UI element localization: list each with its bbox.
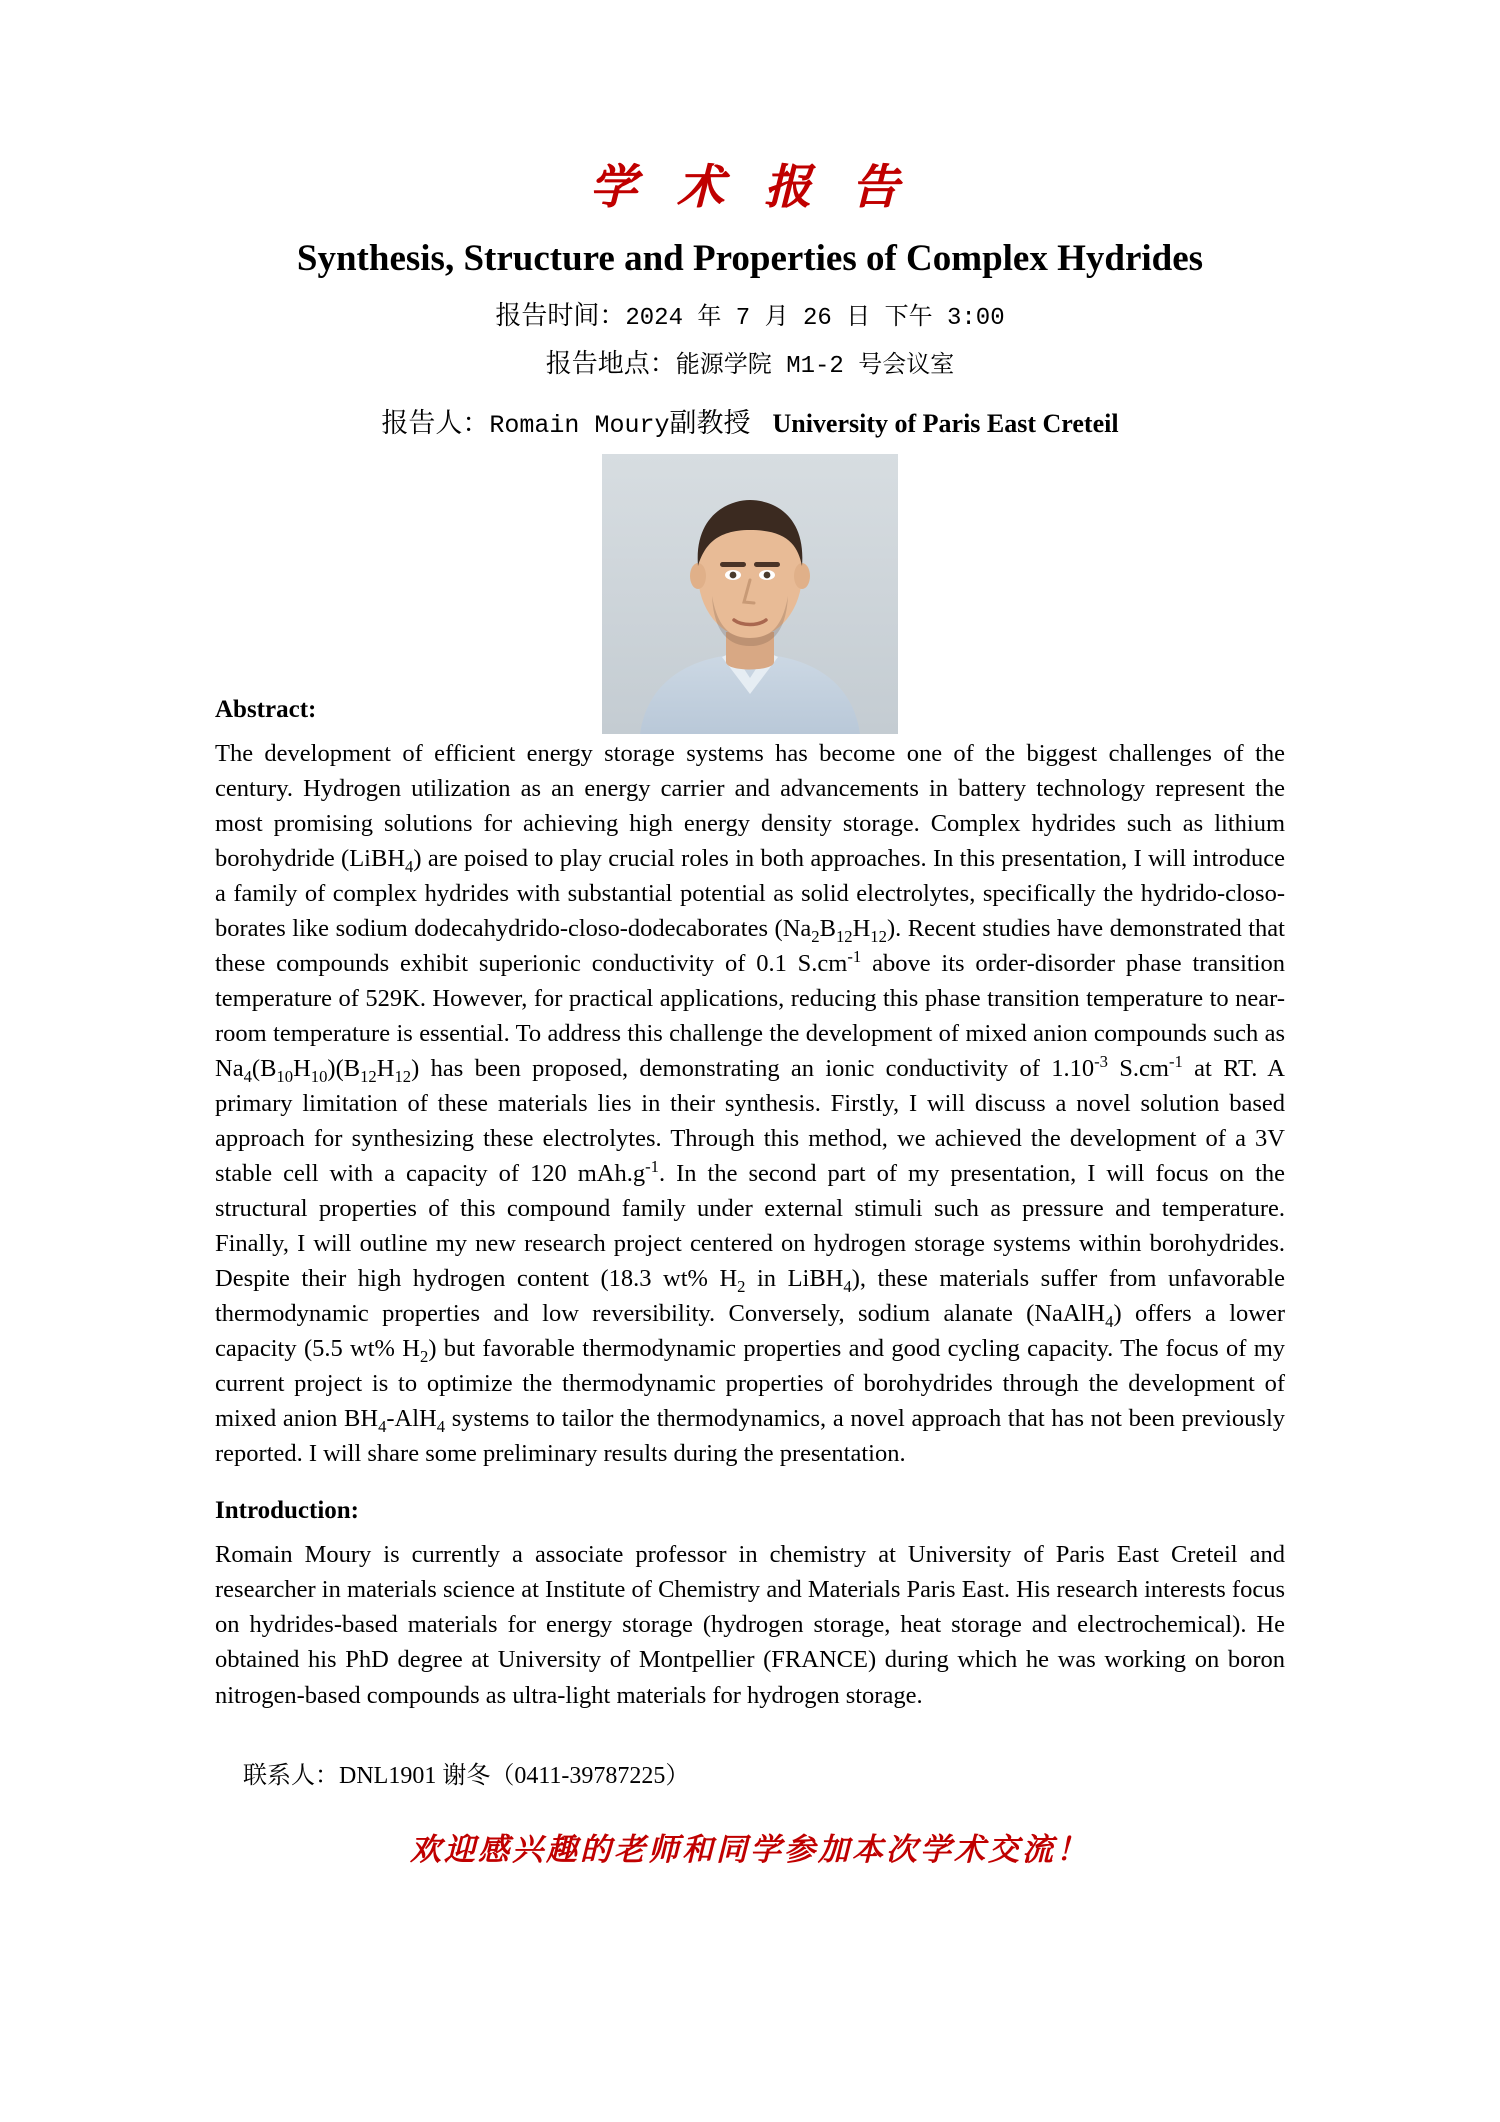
sub: 4 — [1105, 1312, 1114, 1332]
abstract-text-fragment: ) has been proposed, demonstrating an ionic conductivity of 1.10 — [411, 1055, 1095, 1083]
sup: -3 — [1094, 1051, 1108, 1071]
abstract-text-fragment: ) but favorable thermodynamic properties and good cycling capacity. The focus of my current project is to optimize the thermodynamic properties of borohydrides through the development of mixed anion BH — [215, 1335, 1285, 1433]
abstract-text-fragment: H — [852, 914, 871, 942]
sub: 12 — [360, 1066, 377, 1086]
sub: 4 — [378, 1417, 387, 1437]
speaker-affiliation: University of Paris East Creteil — [772, 408, 1119, 438]
abstract-heading: Abstract: — [215, 695, 317, 723]
sub: 10 — [310, 1066, 328, 1086]
abstract-text-fragment: -AlH — [386, 1405, 437, 1433]
speaker-label: 报告人： — [381, 407, 490, 438]
sub: 2 — [811, 926, 820, 946]
chinese-banner-title: 学 术 报 告 — [589, 160, 911, 215]
sup: -1 — [847, 946, 862, 966]
sub: 12 — [394, 1066, 412, 1086]
abstract-text-fragment: The development of efficient energy storage systems has become one of the biggest challenges of the century. Hydrogen utilization as an energy carrier and advancements in battery technology represent the most promising solutions for achieving high energy density storage. Complex hydrides such as lithium borohydride (LiBH — [215, 739, 1285, 872]
abstract-text-fragment: H — [293, 1055, 311, 1083]
speaker-role: 副教授 — [669, 407, 751, 438]
abstract-text-fragment: systems to tailor the thermodynamics, a novel approach that has not been previously reported. I will share some preliminary results during the presentation. — [215, 1405, 1285, 1468]
abstract-text-fragment: above its order-disorder phase transition temperature of 529K. However, for practical applications, reducing this phase transition temperature to near-room temperature is essential. To address this challenge the development of mixed anion compounds such as Na — [215, 949, 1285, 1083]
sup: -1 — [645, 1156, 659, 1176]
introduction-paragraph: Romain Moury is currently a associate professor in chemistry at University of Paris East Creteil and researcher in materials science at Institute of Chemistry and Materials Paris East. His research interests focus on hydrides-based materials for energy storage (hydrogen storage, heat storage and electrochemical). He obtained his PhD degree at University of Montpellier (FRANCE) during which he was working on boron nitrogen-based compounds as ultra-light materials for hydrogen storage. — [215, 1541, 1285, 1709]
sub: 2 — [419, 1347, 429, 1367]
speaker-line — [215, 401, 1285, 440]
talk-place-label: 报告地点： — [545, 348, 676, 378]
contact-line: 联系人：DNL1901 谢冬（0411-39787225） — [243, 1762, 690, 1789]
sub: 12 — [835, 926, 853, 946]
sub: 4 — [843, 1277, 852, 1297]
abstract-text-fragment: ). Recent studies have demonstrated that these compounds exhibit superionic conductivity of 0.1 S.cm — [215, 914, 1285, 977]
sub: 10 — [276, 1066, 294, 1086]
abstract-text-fragment: B — [819, 914, 836, 942]
sub: 2 — [737, 1277, 746, 1297]
abstract-text-fragment: in LiBH — [745, 1265, 844, 1293]
abstract-text-fragment: at RT. A primary limitation of these materials lies in their synthesis. Firstly, I will discuss a novel solution based approach for synthesizing these electrolytes. Through this method, we achieved the development of a 3V stable cell with a capacity of 120 mAh.g — [215, 1055, 1285, 1188]
sub: 12 — [870, 926, 887, 946]
speaker-portrait-photo — [602, 454, 898, 734]
speaker-photo-wrap — [215, 454, 1285, 734]
page-title: Synthesis, Structure and Properties of Complex Hydrides — [296, 238, 1204, 279]
abstract-text-fragment: ) offers a lower capacity (5.5 wt% H — [215, 1300, 1285, 1363]
sub: 4 — [243, 1066, 252, 1086]
abstract-text-fragment: ) are poised to play crucial roles in both approaches. In this presentation, I will introduce a family of complex hydrides with substantial potential as solid electrolytes, specifically the hydrido-closo-borates like sodium dodecahydrido-closo-dodecaborates (Na — [215, 844, 1285, 942]
introduction-heading: Introduction: — [215, 1497, 360, 1525]
talk-time-line — [215, 296, 1285, 337]
footer-invitation-banner: 欢迎感兴趣的老师和同学参加本次学术交流！ — [410, 1831, 1090, 1868]
abstract-text-fragment: ), these materials suffer from unfavorable thermodynamic properties and low reversibility. Conversely, sodium alanate (NaAlH — [215, 1265, 1285, 1328]
abstract-text-fragment: S.cm — [1107, 1055, 1169, 1083]
talk-time-label: 报告时间： — [495, 301, 626, 331]
sup: -1 — [1168, 1051, 1183, 1071]
abstract-text-fragment: (B — [251, 1055, 277, 1083]
abstract-text-fragment: . In the second part of my presentation, I will focus on the structural properties of this compound family under external stimuli such as pressure and temperature. Finally, I will outline my new research project centered on hydrogen storage systems within borohydrides. Despite their high hydrogen content (18.3 wt% H — [215, 1160, 1285, 1293]
talk-place-line — [215, 344, 1285, 385]
abstract-text-fragment: H — [376, 1055, 395, 1083]
talk-time-value: 2024 年 7 月 26 日 下午 3:00 — [625, 305, 1005, 333]
speaker-name: Romain Moury — [489, 410, 670, 440]
sub: 4 — [436, 1417, 446, 1437]
abstract-paragraph — [215, 736, 1285, 1472]
sub: 4 — [405, 856, 414, 876]
talk-place-value: 能源学院 M1-2 号会议室 — [675, 352, 955, 380]
abstract-text-fragment: )(B — [327, 1055, 361, 1083]
